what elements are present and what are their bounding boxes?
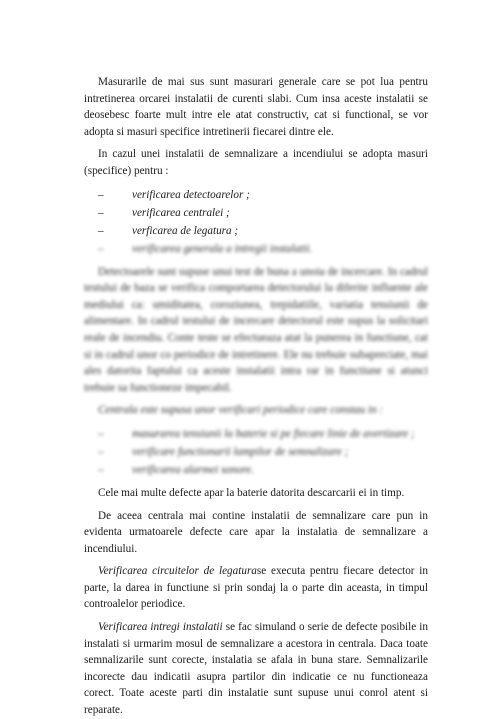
central-checks-list [84, 425, 428, 479]
paragraph-intro: Masurarile de mai sus sunt masurari generale care se pot lua pentru intretinerea orcarei instalatii de curenti slabi. Cum insa aceste instalatii se deosebesc foarte mult intre ele atat constructiv, cat si functional, se vor adopta si masuri specifice intretinerii fiecarei dintre ele. [84, 76, 428, 138]
list-item: – verficarea de legatura ; [98, 224, 239, 237]
list-item: – verificarea detectoarelor ; [98, 188, 250, 201]
list-item: – verificarea generala a intregii instalatii. [98, 242, 313, 255]
paragraph-battery: Cele mai multe defecte apar la baterie datorita descarcarii ei in timp. [98, 486, 405, 499]
paragraph-detectors: Detectoarele sunt supuse unui test de buna a unoia de incercare. In cadrul testului de baza se verifica comportarea detectorului la diferite influente ale mediului ca: umiditatea, coroziunea, trepidatiile, variatia tensiunii de alimentare. In cadrul testului de incercare detectorul este supus la solicitari reale de incendiu. Conte teste se efectueaza atat la punerea in functiune, cat si in cadrul unor co periodice de intretinere. Ele nu trebuie subapreciate, mai ales datorita faptului ca aceste instalatii intra rar in functiune si atunci trebuie sa functioneze impecabil. [84, 265, 428, 394]
measures-list [84, 186, 428, 258]
paragraph-central: Centrala este supusa unor verificari periodice care constau in : [98, 404, 384, 417]
list-item: – verificare functionarii lampilor de semnalizare ; [98, 445, 349, 458]
paragraph-central-signaling: De aceea centrala mai contine instalatii de semnalizare care pun in evidenta urmatoarele defecte care apar la instalatia de semnalizare a incendiului. [84, 509, 428, 555]
document-body [84, 74, 428, 719]
paragraph-full-check: Verificarea intregi instalatii se fac simuland o serie de defecte posibile in instalati si urmarim mosul de semnalizare a acestora in centrala. Daca toate semnalizarile sunt corecte, instalatia se afala in buna stare. Semnalizarile incorecte dau indicatii asupra partilor din indicatie ce nu functioneaza corect. Toate aceste parti din instalatie sunt supuse unui conrol atent si reparate. [84, 621, 429, 717]
blurred-section [84, 264, 428, 479]
paragraph-circuit-check: Verificarea circuitelor de legaturase executa pentru fiecare detector in parte, la darea in functiune si prin sondaj la o parte din aceasta, in timpul controalelor periodice. [84, 565, 428, 611]
list-item: – verificarea alarmei sonore. [98, 463, 254, 476]
paragraph-fire-alarm: In cazul unei instalatii de semnalizare a incendiului se adopta masuri (specifice) pentru : [84, 148, 428, 177]
list-item: – masurarea tensiunii la baterie si pe fiecare linie de avertizare ; [98, 427, 415, 440]
list-item: – verificarea centralei ; [98, 206, 230, 219]
